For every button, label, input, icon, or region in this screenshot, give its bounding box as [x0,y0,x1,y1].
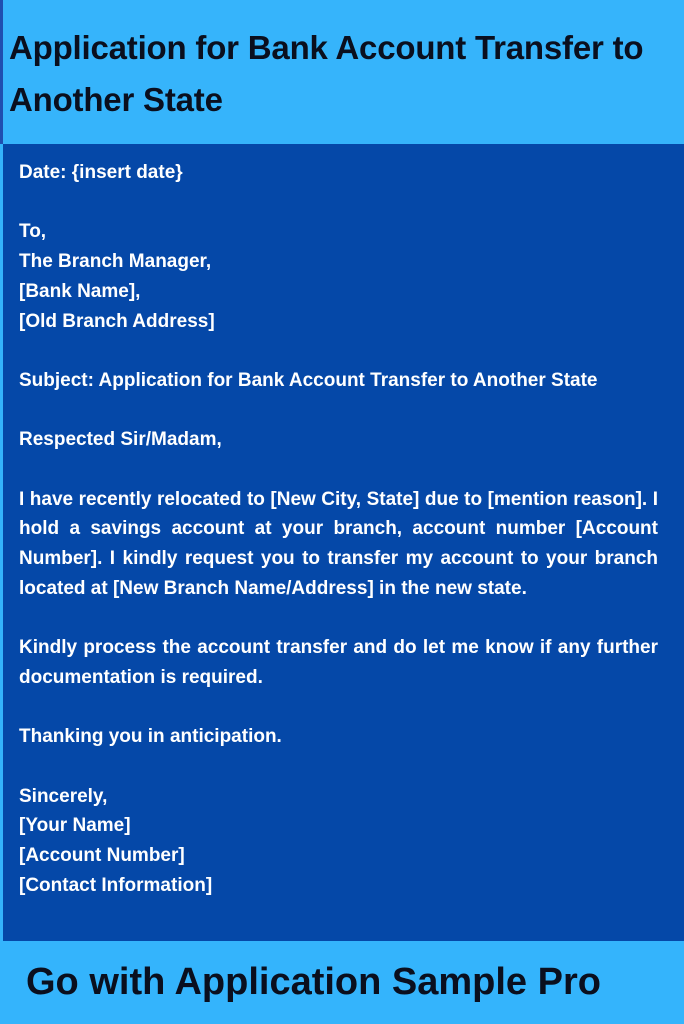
footer-banner [0,941,684,1024]
signoff-account-number: [Account Number] [19,845,185,867]
signoff-sincerely: Sincerely, [19,785,108,807]
signoff-contact: [Contact Information] [19,874,213,896]
salutation: Respected Sir/Madam, [19,429,222,451]
closing-thanks: Thanking you in anticipation. [19,726,282,748]
recipient-to: To, [19,221,47,243]
recipient-title: The Branch Manager, [19,251,212,273]
header-banner [0,0,684,144]
page-title: Application for Bank Account Transfer to Another State [9,29,644,118]
footer-brand-text: Go with Application Sample Pro [26,961,601,1003]
signoff-name: [Your Name] [19,815,131,837]
body-paragraph-1: I have recently relocated to [New City, State] due to [mention reason]. I hold a savings account at your branch, account number [Account Number]. I kindly request you to transfer my account to your branch located at [New Branch Name/Address] in the new state. [19,488,658,599]
recipient-branch-address: [Old Branch Address] [19,310,215,332]
letter-body [19,158,658,900]
body-paragraph-2: Kindly process the account transfer and do let me know if any further documentation is required. [19,637,658,688]
subject-line: Subject: Application for Bank Account Transfer to Another State [19,369,598,391]
recipient-block [19,217,658,336]
recipient-bank-name: [Bank Name], [19,280,141,302]
signoff-block [19,782,658,901]
letter-panel [3,144,684,941]
date-line: Date: {insert date} [19,162,183,183]
